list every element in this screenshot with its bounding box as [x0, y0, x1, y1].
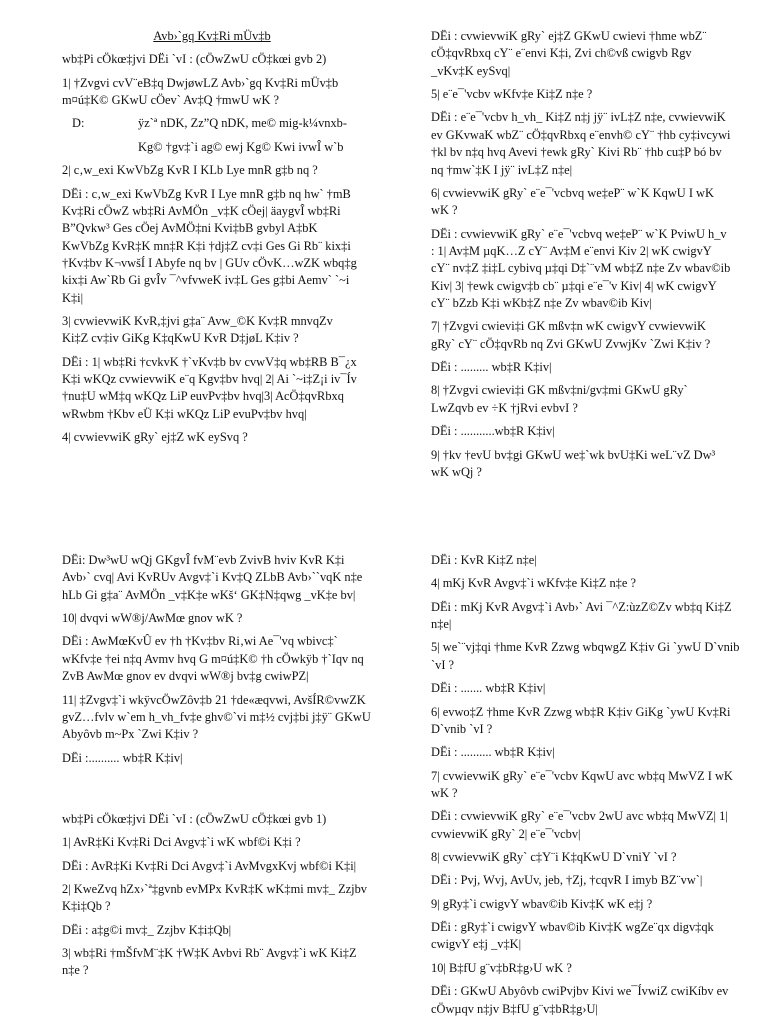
- question: 4| mKj KvR Avgv‡`i wKfv‡e Ki‡Z n‡e ?: [431, 576, 636, 591]
- question: 6| cvwievwiK gRy` e¨e¯'vcbvq we‡eP¨ w`K KqwU I wK wK ?: [431, 185, 714, 218]
- answer-row: [62, 115, 362, 132]
- page-title: Avb›`gq Kv‡Ri mÜv‡b: [153, 29, 271, 43]
- question: 9| †kv †evU bv‡gi GKwU we‡`wk bvU‡Ki weL¨vZ Dw³ wK wQj ?: [431, 447, 716, 479]
- answer: DËi : AwMœKvÛ ev †h †Kv‡bv Ri‚wi Ae¯'vq wbivc‡` wKfv‡e †ei n‡q Avmv hvq G m¤ú‡K© †h cÖwkÿb †`Iqv nq ZvB AwMœ gnov ev dvqvi wW®j bv‡g cwiwPZ|: [62, 634, 364, 684]
- answer-label: D:: [72, 116, 85, 131]
- answer: DËi : 1| wb‡Ri †cvkvK †`vKv‡b bv cvwV‡q wb‡RB B¯¿x K‡i wKQz cvwievwiK e¨q Kgv‡bv hvq| 2| Ai `~i‡Z¡i iv¯Ív †nu‡U wM‡q wKQz LiP euvPv‡bv hvq|3| AcÖ‡qvRbxq wRwbm †Kbv eÜ K‡i wKQz LiP evuPv‡bv hvq|: [62, 354, 357, 421]
- answer: DËi : cvwievwiK gRy` e¨e¯'vcbvq we‡eP¨ w`K PviwU h_v : 1| Av‡M µqK…Z cY¨ Av‡M e¨envi Kiv 2| wK cwigvY cY¨ nv‡Z ‡i‡L cybivq µ‡qi D‡`¨vM wb‡Z n‡e Zv wbav©ib Kiv| 3| †ewk cwigv‡b cb¨ µ‡qi e¨e¯'v Kiv| 4| wK cwigvY cY¨ bZzb K‡i wKb‡Z n‡e Zv wbav©ib Kiv|: [431, 226, 731, 311]
- top-right-column: [431, 28, 731, 487]
- answer-line: Kg© †gv‡`i ag© ewj Kg© Kwi ivwÎ w`b: [138, 139, 344, 154]
- question: 3| wb‡Ri †mŠfvM¨‡K †W‡K Avbvi Rb¨ Avgv‡`i wK Ki‡Z n‡e ?: [62, 946, 357, 978]
- answer: DËi : c‚w_exi KwVbZg KvR I Lye mnR g‡b nq hw` †mB Kv‡Ri cÖwZ wb‡Ri AvMÖn _v‡K cÖej| äaygvÎ wb‡Ri B”Qvkw³ Ges cÖej AvMÖ‡ni Kvi‡bB gvbyl A‡bK KwVbZg KvR‡K mn‡R K‡i †dj‡Z cv‡i Ges Gi Rb¨ kix‡i †Kv‡bv K¬vwšÍ I Abyfe nq bv | GUv cÖvK…wZK wbq‡g kix‡i Aw`Rb Gi gvÎv ¯^vfvweK iv‡L Ges g‡bi Aemv` `~i K‡i|: [62, 186, 357, 305]
- answer: DËi : gRy‡`i cwigvY wbav©ib Kiv‡K wgZe¨qx digv‡qk cwigvY e‡j _v‡K|: [431, 920, 714, 952]
- question: 9| gRy‡`i cwigvY wbav©ib Kiv‡K wK e‡j ?: [431, 896, 653, 911]
- top-left-column: [62, 28, 362, 453]
- answer: DËi : ...........wb‡R K‡iv|: [431, 424, 555, 439]
- question: 1| AvR‡Ki Kv‡Ri Dci Avgv‡`i wK wbf©i K‡i ?: [62, 835, 301, 850]
- answer: DËi : e¨e¯'vcbv h_vh_ Ki‡Z n‡j jÿ¨ ivL‡Z n‡e, cvwievwiK ev GKvwaK wbZ¨ cÖ‡qvRbxq e¨envh© cY¨ †hb cy‡ivcywi †kl bv n‡q hvq Avevi †ewk gRy` Kivi Rb¨ †hb cu‡P bó bv nq †mw`‡K I jÿ¨ ivL‡Z n‡e|: [431, 110, 731, 177]
- answer: DËi : GKwU Abyôvb cwiPvjbv Kivi we¯ÍvwiZ cwiKíbv ev cÖwµqv n‡jv B‡fU g¨v‡bR‡g›U|: [431, 984, 729, 1016]
- answer: DËi :.......... wb‡R K‡iv|: [62, 750, 183, 765]
- question: 6| evwo‡Z †hme KvR Zzwg wb‡R K‡iv GiKg `ywU Kv‡Ri D`vnib `vI ?: [431, 704, 731, 736]
- answer: DËi : KvR Ki‡Z n‡e|: [431, 553, 537, 567]
- answer-line: ÿz`ª nDK, Zz”Q nDK, me© mig-k¼vnxb-: [138, 116, 347, 131]
- bottom-right-column: [431, 552, 741, 1024]
- question: 5| we`¨vj‡qi †hme KvR Zzwg wbqwgZ K‡iv Gi `ywU D`vnib `vI ?: [431, 640, 740, 672]
- answer: DËi : AvR‡Ki Kv‡Ri Dci Avgv‡`i AvMvgxKvj wbf©i K‡i|: [62, 858, 357, 873]
- question: 4| cvwievwiK gRy` ej‡Z wK eySvq ?: [62, 430, 248, 445]
- section-heading: wb‡Pi cÖkœ‡jvi DËi `vI : (cÖwZwU cÖ‡kœi gvb 1): [62, 811, 327, 826]
- answer: DËi : ......... wb‡R K‡iv|: [431, 360, 552, 375]
- question: 2| KweZvq hZx›`ª‡gvnb evMPx KvR‡K wK‡mi mv‡_ Zzjbv K‡i‡Qb ?: [62, 882, 367, 914]
- question: 7| cvwievwiK gRy` e¨e¯'vcbv KqwU avc wb‡q MwVZ I wK wK ?: [431, 768, 733, 800]
- question: 3| cvwievwiK KvR,‡jvi g‡a¨ Avw_©K Kv‡R mnvqZv Ki‡Z cv‡iv GiKg K‡qKwU KvR D‡jøL K‡iv ?: [62, 314, 333, 346]
- section-heading: wb‡Pi cÖkœ‡jvi DËi `vI : (cÖwZwU cÖ‡kœi gvb 2): [62, 52, 327, 67]
- answer: DËi : a‡g©i mv‡_ Zzjbv K‡i‡Qb|: [62, 922, 232, 937]
- answer: DËi : cvwievwiK gRy` ej‡Z GKwU cwievi †hme wbZ¨ cÖ‡qvRbxq cY¨ e¨envi K‡i, Zvi ch©vß cwigvb Rgv _vKv‡K eySvq|: [431, 29, 707, 78]
- answer: DËi : ....... wb‡R K‡iv|: [431, 681, 546, 696]
- answer: DËi: Dw³wU wQj GKgvÎ fvM¨evb ZvivB hviv KvR K‡i Avb›` cvq| Avi KvRUv Avgv‡`i Kv‡Q ZLbB Avb›``vqK n‡e hLb Gi g‡a¨ AvMÖn _v‡K‡e wKš‘ GK‡N‡qwg _vK‡e bv|: [62, 553, 363, 602]
- question: 10| B‡fU g¨v‡bR‡g›U wK ?: [431, 960, 572, 975]
- question: 10| dvqvi wW®j/AwMœ gnov wK ?: [62, 611, 243, 626]
- answer: DËi : .......... wb‡R K‡iv|: [431, 745, 555, 760]
- bottom-left-column: [62, 552, 372, 986]
- question: 5| e¨e¯'vcbv wKfv‡e Ki‡Z n‡e ?: [431, 87, 593, 102]
- question: 2| c‚w_exi KwVbZg KvR I KLb Lye mnR g‡b nq ?: [62, 163, 318, 178]
- question: 1| †Zvgvi cvV¨eB‡q DwjøwLZ Avb›`gq Kv‡Ri mÜv‡b m¤ú‡K© GKwU cÖev` Av‡Q †mwU wK ?: [62, 75, 339, 108]
- question: 7| †Zvgvi cwievi‡i GK mßv‡n wK cwigvY cvwievwiK gRy` cY¨ cÖ‡qvRb nq Zvi GKwU ZvwjKv `Zwi K‡iv ?: [431, 319, 711, 351]
- question: 8| †Zvgvi cwievi‡i GK mßv‡ni/gv‡mi GKwU gRy` LwZqvb ev ÷K †jRvi evbvI ?: [431, 383, 688, 415]
- question: 8| cvwievwiK gRy` c‡Y¨i K‡qKwU D`vniY `vI ?: [431, 850, 677, 865]
- answer: DËi : cvwievwiK gRy` e¨e¯'vcbv 2wU avc wb‡q MwVZ| 1| cvwievwiK gRy` 2| e¨e¯'vcbv|: [431, 809, 728, 841]
- question: 11| ‡Zvgv‡`i wkÿvcÖwZôv‡b 21 †de«æqvwi, AvšÍR©vwZK gvZ…fvlv w`em h_vh_fv‡e ghv©`vi m‡½ cvj‡bi j‡ÿ¨ GKwU Abyôvb m~Px `Zwi K‡iv ?: [62, 692, 371, 742]
- answer: DËi : mKj KvR Avgv‡`i Avb›` Avi ¯^Z:ùzZ©Zv wb‡q Ki‡Z n‡e|: [431, 599, 732, 632]
- answer: DËi : Pvj, Wvj, AvUv, jeb, †Zj, †cqvR I imyb BZ¨vw`|: [431, 873, 703, 888]
